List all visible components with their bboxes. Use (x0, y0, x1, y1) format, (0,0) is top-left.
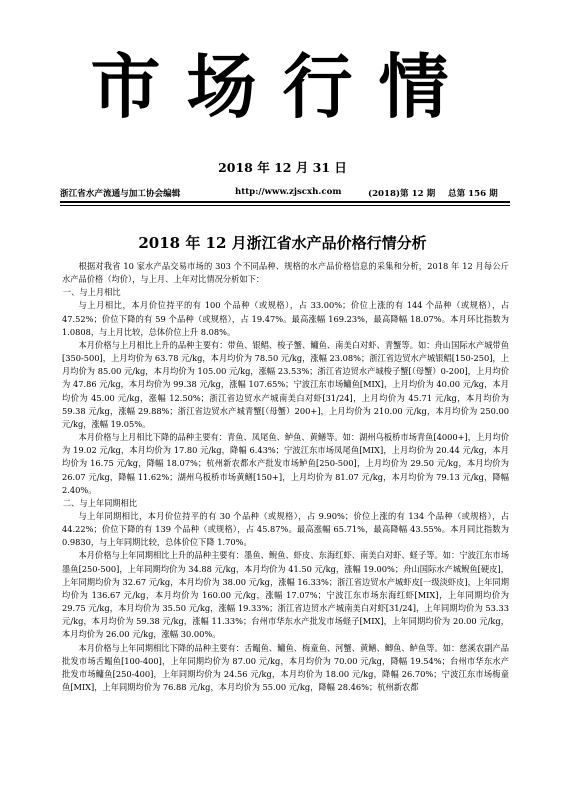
section-heading-month: 一、与上月相比 (62, 287, 121, 298)
paragraph-month-fall: 本月价格与上月相比下降的品种主要有：青鱼、凤尾鱼、鲈鱼、黄鳝等。如：湖州乌板桥市场青鱼[4000+]，上月均价为 19.02 元/kg，本月均价为 17.80 元/kg，降幅 6.43%；宁波江东市场凤尾鱼[MIX]，上月均价为 20.44 元/kg，本月均价为 16.75 元/kg，降幅 18.07%；杭州新农都水产批发市场鲈鱼[250-500]，上月均价为 29.50 元/kg，本月均价为 26.07 元/kg，降幅 11.62%；湖州乌板桥市场黄鳝[150+]，上月均价为 81.07 元/kg，本月均价为 79.13 元/kg，降幅 2.40%。 (62, 432, 509, 495)
header-rule-thick (60, 201, 510, 203)
paragraph-month-summary: 与上月相比，本月价位持平的有 100 个品种（或规格），占 33.00%；价位上涨的有 144 个品种（或规格），占 47.52%；价位下降的有 59 个品种（或规格），占 19.47%。最高涨幅 169.23%，最高降幅 18.07%。本月环比指数为 1.0808，与上月比较，总体价位上升 8.08%。 (62, 300, 509, 337)
paragraph-year-fall: 本月价格与上年同期相比下降的品种主要有：舌鳎鱼、鳙鱼、梅童鱼、河蟹、黄鳝、鲫鱼、鲈鱼等。如：慈溪农副产品批发市场舌鳎鱼[100-400]，上年同期均价为 87.00 元/kg，本月均价为 70.00 元/kg，降幅 19.54%；台州市华东水产批发市场鳙鱼[250-400]，上年同期均价为 24.56 元/kg，本月均价为 18.00 元/kg，降幅 26.70%；宁波江东市场梅童鱼[MIX]，上年同期均价为 76.88 元/kg，本月均价为 55.00 元/kg，降幅 28.46%；杭州新农都 (62, 642, 509, 692)
section-heading-year: 二、与上年同期相比 (62, 497, 138, 508)
article-body (62, 260, 509, 694)
website-url: http://www.zjscxh.com (235, 187, 342, 197)
paragraph-year-summary: 与上年同期相比，本月价位持平的有 30 个品种（或规格），占 9.90%；价位上涨的有 134 个品种（或规格），占 44.22%；价位下降的有 139 个品种（或规格），占 45.87%。最高涨幅 65.71%，最高降幅 43.55%。本月同比指数为 0.9830，与上年同期比较，总体价位下降 1.70%。 (62, 510, 509, 548)
paragraph-year-rise: 本月价格与上年同期相比上升的品种主要有：墨鱼、鲵鱼、虾皮、东海红虾、南美白对虾、蛏子等。如：宁波江东市场墨鱼[250-500]，上年同期均价为 34.88 元/kg，本月均价为 41.50 元/kg，涨幅 19.00%；舟山国际水产城鲵鱼[硬皮]，上年同期均价为 32.67 元/kg，本月均价为 38.00 元/kg，涨幅 16.33%；浙江省边贸水产城虾皮[一级淡虾皮]，上年同期均价为 136.67 元/kg，本月均价为 160.00 元/kg，涨幅 17.07%；宁波江东市场东海红虾[MIX]，上年同期均价为 29.75 元/kg，本月均价为 35.50 元/kg，涨幅 19.33%；浙江省边贸水产城南美白对虾[31/24]，上年同期均价为 53.33 元/kg，本月均价为 59.38 元/kg，涨幅 11.33%；台州市华东水产批发市场蛏子[MIX]，上年同期均价为 20.00 元/kg，本月均价为 26.00 元/kg，涨幅 30.00%。 (62, 550, 509, 640)
total-issue-number: 总第 156 期 (448, 189, 498, 199)
paragraph-month-rise: 本月价格与上月相比上升的品种主要有：带鱼、银鲳、梭子蟹、鳙鱼、南美白对虾、青蟹等。如：舟山国际水产城带鱼[350-500]，上月均价为 63.78 元/kg，本月均价为 78.50 元/kg，涨幅 23.08%；浙江省边贸水产城银鲳[150-250]，上月均价为 85.00 元/kg，本月均价为 105.00 元/kg，涨幅 23.53%；浙江省边贸水产城梭子蟹[（母蟹）0-200]，上月均价为 47.86 元/kg，本月均价为 99.38 元/kg，涨幅 107.65%；宁波江东市场鳙鱼[MIX]，上月均价为 40.00 元/kg，本月均价为 45.00 元/kg，涨幅 12.50%；浙江省边贸水产城南美白对虾[31/24]，上月均价为 45.71 元/kg，本月均价为 59.38 元/kg，涨幅 29.88%；浙江省边贸水产城青蟹[（母蟹）200+]，上月均价为 210.00 元/kg，本月均价为 250.00 元/kg，涨幅 19.05%。 (62, 339, 509, 429)
issue-number: (2018)第 12 期 (368, 189, 436, 199)
intro-paragraph: 根据对我省 10 家水产品交易市场的 303 个不同品种、规格的水产品价格信息的采集和分析，2018 年 12 月每公斤水产品价格（均价），与上月、上年对比情况分析如下： (62, 261, 509, 285)
masthead-title: 市场行情 (90, 45, 475, 128)
article-title: 2018 年 12 月浙江省水产品价格行情分析 (138, 234, 427, 252)
publisher-name: 浙江省水产流通与加工协会编辑 (60, 189, 181, 199)
header-rule-thin (60, 205, 510, 206)
issue-date: 2018 年 12 月 31 日 (218, 160, 347, 175)
